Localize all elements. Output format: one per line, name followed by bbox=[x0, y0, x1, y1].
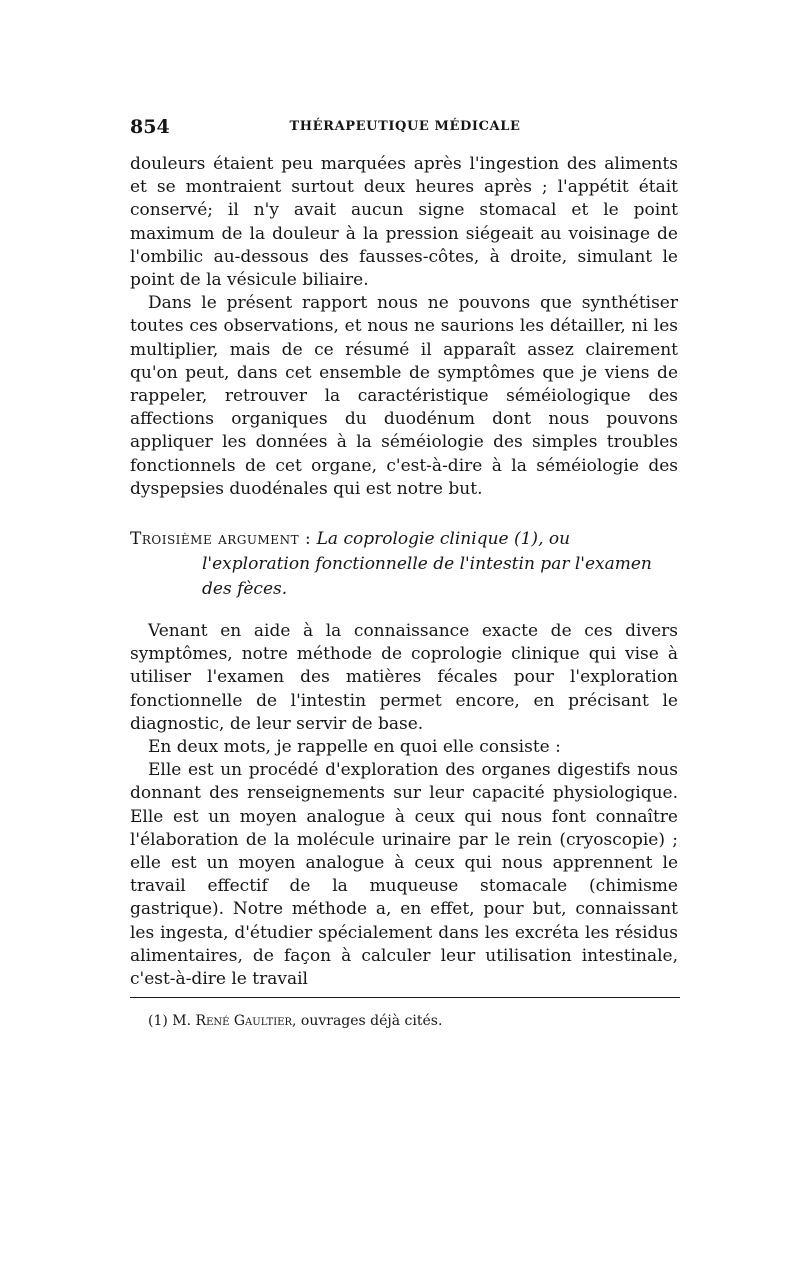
section-heading bbox=[130, 527, 678, 602]
page-body bbox=[130, 153, 678, 991]
section-title: La coprologie clinique (1), ou l'exploration fonctionnelle de l'intestin par l'examen des fèces. bbox=[202, 529, 652, 600]
section-label: Troisième argument : bbox=[130, 529, 312, 550]
paragraph-2: Dans le présent rapport nous ne pouvons que synthétiser toutes ces observations, et nous ne saurions les détailler, ni les multiplier, mais de ce résumé il apparaît assez clairement qu'on peut, dans cet ensemble de symptômes que je viens de rappeler, retrouver la caractéristique séméiologique des affections organiques du duodénum dont nous pouvons appliquer les données à la séméiologie des simples troubles fonctionnels de cet organe, c'est-à-dire à la séméiologie des dyspepsies duodénales qui est notre but. bbox=[130, 293, 678, 499]
footnote-marker: (1) M. bbox=[148, 1013, 192, 1029]
page-number: 854 bbox=[130, 116, 170, 138]
running-title: THÉRAPEUTIQUE MÉDICALE bbox=[289, 119, 521, 134]
page-header bbox=[130, 116, 680, 142]
footnote bbox=[148, 1012, 442, 1030]
paragraph-5: Elle est un procédé d'exploration des organes digestifs nous donnant des renseignements sur leur capacité physiologique. Elle est un moyen analogue à ceux qui nous font connaître l'élaboration de la molécule urinaire par le rein (cryoscopie) ; elle est un moyen analogue à ceux qui nous apprennent le travail effectif de la muqueuse stomacale (chimisme gastrique). Notre méthode a, en effet, pour but, connaissant les ingesta, d'étudier spécialement dans les excréta les résidus alimentaires, de façon à calculer leur utilisation intestinale, c'est-à-dire le travail bbox=[130, 760, 678, 990]
paragraph-1: douleurs étaient peu marquées après l'ingestion des aliments et se montraient surtout deux heures après ; l'appétit était conservé; il n'y avait aucun signe stomacal et le point maximum de la douleur à la pression siégeait au voisinage de l'ombilic au-dessous des fausses-côtes, à droite, simulant le point de la vésicule biliaire. bbox=[130, 154, 678, 291]
footnote-author: René Gaultier, bbox=[195, 1013, 297, 1029]
footnote-divider bbox=[130, 997, 680, 998]
paragraph-4: En deux mots, je rappelle en quoi elle consiste : bbox=[148, 737, 561, 758]
paragraph-3: Venant en aide à la connaissance exacte de ces divers symptômes, notre méthode de coprologie clinique qui vise à utiliser l'examen des matières fécales pour l'exploration fonctionnelle de l'intestin permet encore, en précisant le diagnostic, de leur servir de base. bbox=[130, 621, 678, 734]
footnote-text: ouvrages déjà cités. bbox=[300, 1013, 443, 1029]
